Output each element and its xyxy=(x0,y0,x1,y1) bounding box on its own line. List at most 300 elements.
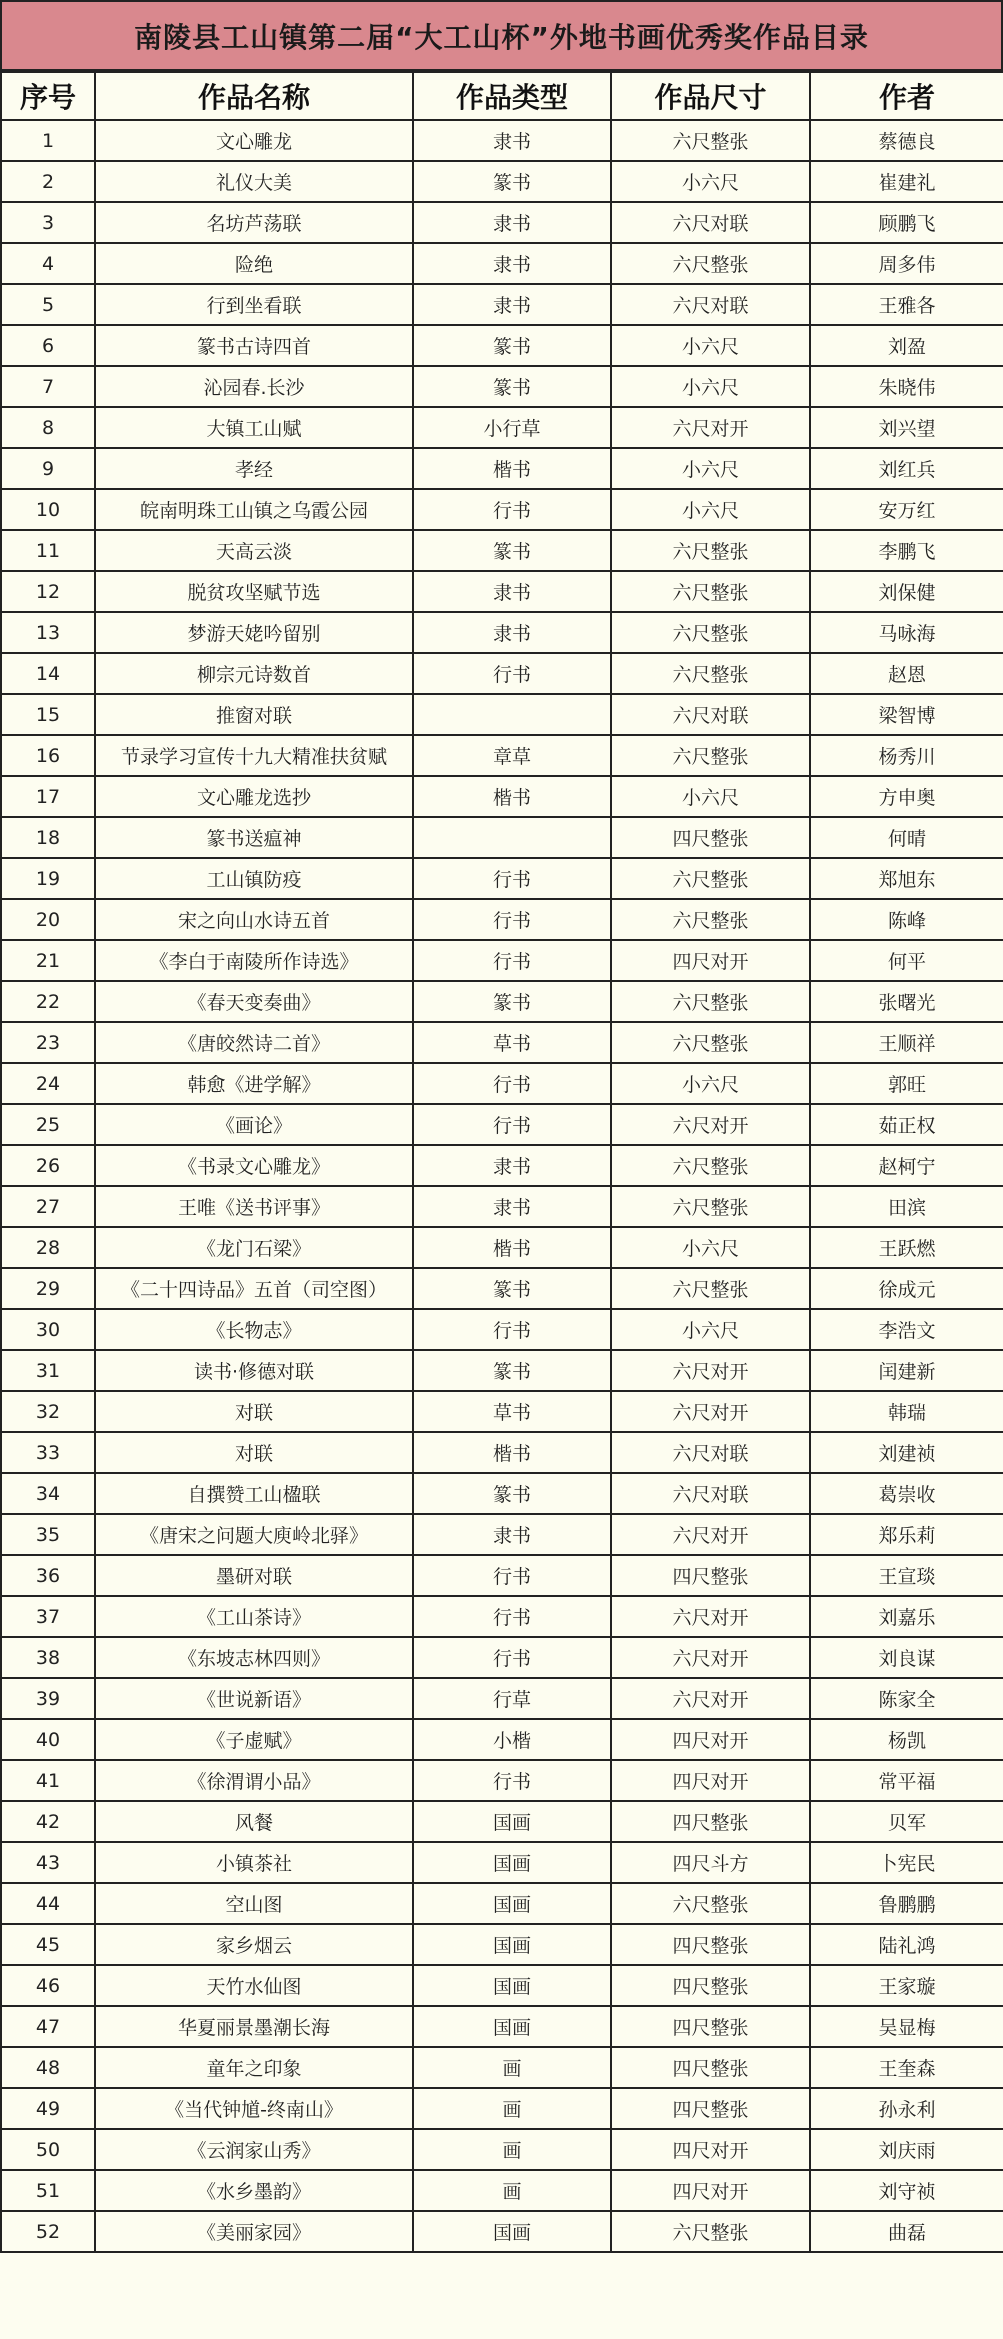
cell-work-name: 墨研对联 xyxy=(95,1555,413,1596)
cell-work-name: 天竹水仙图 xyxy=(95,1965,413,2006)
cell-work-type: 画 xyxy=(413,2170,611,2211)
cell-work-name: 风餐 xyxy=(95,1801,413,1842)
cell-work-type: 篆书 xyxy=(413,981,611,1022)
cell-work-type: 隶书 xyxy=(413,284,611,325)
cell-work-name: 《美丽家园》 xyxy=(95,2211,413,2252)
cell-author: 郑旭东 xyxy=(810,858,1003,899)
cell-work-size: 六尺对联 xyxy=(611,1473,810,1514)
cell-work-name: 险绝 xyxy=(95,243,413,284)
cell-work-type: 行书 xyxy=(413,1104,611,1145)
cell-author: 方申奥 xyxy=(810,776,1003,817)
cell-work-type: 隶书 xyxy=(413,243,611,284)
table-row xyxy=(1,1637,1003,1678)
cell-work-type: 楷书 xyxy=(413,776,611,817)
cell-work-size: 小六尺 xyxy=(611,161,810,202)
cell-work-name: 名坊芦荡联 xyxy=(95,202,413,243)
cell-work-size: 四尺整张 xyxy=(611,2006,810,2047)
cell-number: 30 xyxy=(1,1309,95,1350)
cell-author: 刘红兵 xyxy=(810,448,1003,489)
cell-number: 45 xyxy=(1,1924,95,1965)
cell-work-name: 小镇茶社 xyxy=(95,1842,413,1883)
cell-author: 陆礼鸿 xyxy=(810,1924,1003,1965)
cell-author: 何平 xyxy=(810,940,1003,981)
cell-work-name: 大镇工山赋 xyxy=(95,407,413,448)
cell-work-type: 行书 xyxy=(413,1637,611,1678)
cell-work-type: 行书 xyxy=(413,1309,611,1350)
cell-work-size: 六尺整张 xyxy=(611,243,810,284)
table-row xyxy=(1,981,1003,1022)
header-author: 作者 xyxy=(810,72,1003,120)
cell-work-type: 隶书 xyxy=(413,1514,611,1555)
table-row xyxy=(1,2006,1003,2047)
cell-work-size: 四尺整张 xyxy=(611,817,810,858)
cell-work-size: 六尺整张 xyxy=(611,981,810,1022)
table-row xyxy=(1,407,1003,448)
cell-number: 4 xyxy=(1,243,95,284)
cell-work-name: 《书录文心雕龙》 xyxy=(95,1145,413,1186)
table-row xyxy=(1,530,1003,571)
table-row xyxy=(1,1514,1003,1555)
cell-work-name: 《春天变奏曲》 xyxy=(95,981,413,1022)
cell-author: 安万红 xyxy=(810,489,1003,530)
table-row xyxy=(1,1268,1003,1309)
cell-work-size: 六尺整张 xyxy=(611,735,810,776)
cell-work-name: 《唐皎然诗二首》 xyxy=(95,1022,413,1063)
cell-work-type: 国画 xyxy=(413,1842,611,1883)
cell-work-name: 脱贫攻坚赋节选 xyxy=(95,571,413,612)
cell-work-size: 四尺对开 xyxy=(611,1719,810,1760)
cell-author: 赵柯宁 xyxy=(810,1145,1003,1186)
header-number: 序号 xyxy=(1,72,95,120)
cell-work-name: 篆书古诗四首 xyxy=(95,325,413,366)
table-row xyxy=(1,1924,1003,1965)
cell-work-type xyxy=(413,817,611,858)
cell-work-type: 行书 xyxy=(413,940,611,981)
cell-author: 刘保健 xyxy=(810,571,1003,612)
cell-work-type xyxy=(413,694,611,735)
cell-number: 40 xyxy=(1,1719,95,1760)
cell-work-type: 行书 xyxy=(413,1760,611,1801)
cell-work-size: 六尺对开 xyxy=(611,407,810,448)
cell-work-type: 楷书 xyxy=(413,1227,611,1268)
cell-author: 周多伟 xyxy=(810,243,1003,284)
cell-work-name: 《子虚赋》 xyxy=(95,1719,413,1760)
cell-work-name: 童年之印象 xyxy=(95,2047,413,2088)
cell-number: 51 xyxy=(1,2170,95,2211)
cell-work-name: 皖南明珠工山镇之乌霞公园 xyxy=(95,489,413,530)
cell-work-size: 小六尺 xyxy=(611,366,810,407)
cell-author: 王奎森 xyxy=(810,2047,1003,2088)
cell-author: 崔建礼 xyxy=(810,161,1003,202)
cell-number: 11 xyxy=(1,530,95,571)
cell-work-name: 读书·修德对联 xyxy=(95,1350,413,1391)
cell-author: 吴显梅 xyxy=(810,2006,1003,2047)
cell-number: 36 xyxy=(1,1555,95,1596)
cell-work-size: 六尺整张 xyxy=(611,1186,810,1227)
cell-number: 14 xyxy=(1,653,95,694)
cell-number: 16 xyxy=(1,735,95,776)
cell-author: 葛崇收 xyxy=(810,1473,1003,1514)
cell-work-size: 六尺整张 xyxy=(611,653,810,694)
table-row xyxy=(1,2170,1003,2211)
cell-number: 5 xyxy=(1,284,95,325)
cell-work-size: 六尺对联 xyxy=(611,284,810,325)
cell-work-type: 行书 xyxy=(413,1596,611,1637)
cell-number: 3 xyxy=(1,202,95,243)
cell-work-size: 六尺整张 xyxy=(611,1268,810,1309)
cell-work-name: 自撰赞工山楹联 xyxy=(95,1473,413,1514)
cell-work-name: 《二十四诗品》五首（司空图） xyxy=(95,1268,413,1309)
cell-author: 陈峰 xyxy=(810,899,1003,940)
cell-number: 9 xyxy=(1,448,95,489)
cell-work-name: 梦游天姥吟留别 xyxy=(95,612,413,653)
cell-work-type: 行书 xyxy=(413,899,611,940)
table-row xyxy=(1,1145,1003,1186)
cell-number: 1 xyxy=(1,120,95,161)
cell-work-name: 《李白于南陵所作诗选》 xyxy=(95,940,413,981)
cell-work-name: 韩愈《进学解》 xyxy=(95,1063,413,1104)
table-row xyxy=(1,1760,1003,1801)
cell-work-type: 国画 xyxy=(413,1883,611,1924)
cell-author: 何晴 xyxy=(810,817,1003,858)
cell-work-name: 空山图 xyxy=(95,1883,413,1924)
table-row xyxy=(1,694,1003,735)
title-banner xyxy=(0,0,1003,71)
cell-author: 蔡德良 xyxy=(810,120,1003,161)
cell-author: 刘盈 xyxy=(810,325,1003,366)
cell-work-name: 篆书送瘟神 xyxy=(95,817,413,858)
cell-author: 王顺祥 xyxy=(810,1022,1003,1063)
table-row xyxy=(1,2047,1003,2088)
cell-number: 33 xyxy=(1,1432,95,1473)
table-row xyxy=(1,1883,1003,1924)
cell-work-size: 四尺对开 xyxy=(611,2170,810,2211)
table-row xyxy=(1,120,1003,161)
cell-author: 孙永利 xyxy=(810,2088,1003,2129)
cell-work-type: 行书 xyxy=(413,1063,611,1104)
cell-work-name: 沁园春.长沙 xyxy=(95,366,413,407)
cell-work-size: 四尺对开 xyxy=(611,2129,810,2170)
cell-work-size: 小六尺 xyxy=(611,325,810,366)
cell-author: 刘良谋 xyxy=(810,1637,1003,1678)
cell-author: 王跃燃 xyxy=(810,1227,1003,1268)
cell-work-size: 四尺整张 xyxy=(611,2047,810,2088)
cell-work-type: 篆书 xyxy=(413,325,611,366)
cell-work-size: 六尺对开 xyxy=(611,1514,810,1555)
table-row xyxy=(1,1350,1003,1391)
cell-author: 刘建祯 xyxy=(810,1432,1003,1473)
cell-work-size: 六尺整张 xyxy=(611,899,810,940)
cell-work-type: 隶书 xyxy=(413,1186,611,1227)
cell-work-size: 小六尺 xyxy=(611,448,810,489)
cell-work-type: 隶书 xyxy=(413,571,611,612)
cell-work-name: 天高云淡 xyxy=(95,530,413,571)
table-row xyxy=(1,1555,1003,1596)
cell-number: 8 xyxy=(1,407,95,448)
cell-work-size: 六尺整张 xyxy=(611,612,810,653)
table-row xyxy=(1,284,1003,325)
cell-work-size: 六尺对开 xyxy=(611,1104,810,1145)
cell-work-size: 小六尺 xyxy=(611,1227,810,1268)
cell-author: 韩瑞 xyxy=(810,1391,1003,1432)
header-work-size: 作品尺寸 xyxy=(611,72,810,120)
table-row xyxy=(1,1801,1003,1842)
table-row xyxy=(1,1842,1003,1883)
cell-number: 22 xyxy=(1,981,95,1022)
cell-work-name: 华夏丽景墨潮长海 xyxy=(95,2006,413,2047)
table-row xyxy=(1,653,1003,694)
table-row xyxy=(1,1391,1003,1432)
cell-work-type: 篆书 xyxy=(413,1473,611,1514)
cell-number: 35 xyxy=(1,1514,95,1555)
cell-number: 21 xyxy=(1,940,95,981)
cell-author: 刘嘉乐 xyxy=(810,1596,1003,1637)
cell-work-name: 文心雕龙 xyxy=(95,120,413,161)
cell-number: 52 xyxy=(1,2211,95,2252)
cell-work-size: 六尺对开 xyxy=(611,1596,810,1637)
cell-work-name: 对联 xyxy=(95,1391,413,1432)
page-title: 南陵县工山镇第二届“大工山杯”外地书画优秀奖作品目录 xyxy=(134,20,869,54)
cell-number: 49 xyxy=(1,2088,95,2129)
header-work-name: 作品名称 xyxy=(95,72,413,120)
cell-work-type: 行书 xyxy=(413,1555,611,1596)
cell-number: 37 xyxy=(1,1596,95,1637)
cell-author: 朱晓伟 xyxy=(810,366,1003,407)
cell-author: 李浩文 xyxy=(810,1309,1003,1350)
cell-work-type: 小行草 xyxy=(413,407,611,448)
cell-work-type: 篆书 xyxy=(413,366,611,407)
cell-author: 梁智博 xyxy=(810,694,1003,735)
cell-work-name: 家乡烟云 xyxy=(95,1924,413,1965)
cell-author: 陈家全 xyxy=(810,1678,1003,1719)
cell-author: 赵恩 xyxy=(810,653,1003,694)
cell-work-type: 国画 xyxy=(413,1801,611,1842)
cell-author: 顾鹏飞 xyxy=(810,202,1003,243)
cell-work-type: 篆书 xyxy=(413,1268,611,1309)
cell-number: 34 xyxy=(1,1473,95,1514)
cell-author: 马咏海 xyxy=(810,612,1003,653)
cell-author: 卜宪民 xyxy=(810,1842,1003,1883)
table-body xyxy=(1,120,1003,2252)
cell-work-size: 小六尺 xyxy=(611,1309,810,1350)
cell-work-type: 国画 xyxy=(413,1924,611,1965)
cell-work-size: 六尺整张 xyxy=(611,530,810,571)
cell-number: 18 xyxy=(1,817,95,858)
cell-number: 48 xyxy=(1,2047,95,2088)
cell-author: 鲁鹏鹏 xyxy=(810,1883,1003,1924)
cell-number: 29 xyxy=(1,1268,95,1309)
cell-work-name: 《长物志》 xyxy=(95,1309,413,1350)
cell-number: 23 xyxy=(1,1022,95,1063)
cell-number: 46 xyxy=(1,1965,95,2006)
cell-author: 王宣琰 xyxy=(810,1555,1003,1596)
table-row xyxy=(1,243,1003,284)
cell-author: 刘庆雨 xyxy=(810,2129,1003,2170)
cell-work-size: 六尺对开 xyxy=(611,1637,810,1678)
cell-work-name: 《画论》 xyxy=(95,1104,413,1145)
cell-work-name: 节录学习宣传十九大精准扶贫赋 xyxy=(95,735,413,776)
cell-number: 28 xyxy=(1,1227,95,1268)
cell-work-size: 小六尺 xyxy=(611,489,810,530)
cell-author: 刘守祯 xyxy=(810,2170,1003,2211)
cell-author: 曲磊 xyxy=(810,2211,1003,2252)
cell-work-name: 《徐渭谓小品》 xyxy=(95,1760,413,1801)
cell-work-type: 国画 xyxy=(413,2006,611,2047)
table-row xyxy=(1,1432,1003,1473)
cell-work-size: 四尺整张 xyxy=(611,2088,810,2129)
cell-number: 13 xyxy=(1,612,95,653)
cell-work-type: 隶书 xyxy=(413,202,611,243)
cell-number: 15 xyxy=(1,694,95,735)
cell-number: 32 xyxy=(1,1391,95,1432)
cell-number: 24 xyxy=(1,1063,95,1104)
cell-work-size: 四尺整张 xyxy=(611,1924,810,1965)
cell-work-size: 六尺整张 xyxy=(611,120,810,161)
cell-work-type: 楷书 xyxy=(413,1432,611,1473)
cell-work-type: 草书 xyxy=(413,1391,611,1432)
cell-work-size: 六尺整张 xyxy=(611,571,810,612)
cell-author: 杨凯 xyxy=(810,1719,1003,1760)
cell-work-type: 楷书 xyxy=(413,448,611,489)
cell-work-size: 四尺对开 xyxy=(611,940,810,981)
table-row xyxy=(1,2211,1003,2252)
cell-work-size: 六尺对联 xyxy=(611,202,810,243)
cell-work-size: 六尺整张 xyxy=(611,1022,810,1063)
cell-work-name: 文心雕龙选抄 xyxy=(95,776,413,817)
table-row xyxy=(1,1965,1003,2006)
table-row xyxy=(1,776,1003,817)
cell-work-size: 四尺对开 xyxy=(611,1760,810,1801)
table-row xyxy=(1,1309,1003,1350)
cell-number: 47 xyxy=(1,2006,95,2047)
table-row xyxy=(1,448,1003,489)
table-row xyxy=(1,1596,1003,1637)
cell-work-size: 六尺对开 xyxy=(611,1350,810,1391)
cell-work-size: 四尺整张 xyxy=(611,1965,810,2006)
cell-number: 43 xyxy=(1,1842,95,1883)
cell-number: 27 xyxy=(1,1186,95,1227)
cell-work-type: 隶书 xyxy=(413,612,611,653)
cell-author: 茹正权 xyxy=(810,1104,1003,1145)
cell-work-name: 《云润家山秀》 xyxy=(95,2129,413,2170)
cell-work-name: 孝经 xyxy=(95,448,413,489)
cell-work-type: 隶书 xyxy=(413,1145,611,1186)
table-header xyxy=(1,72,1003,120)
cell-work-name: 《工山茶诗》 xyxy=(95,1596,413,1637)
cell-author: 常平福 xyxy=(810,1760,1003,1801)
cell-work-size: 六尺整张 xyxy=(611,2211,810,2252)
cell-author: 杨秀川 xyxy=(810,735,1003,776)
cell-work-type: 行书 xyxy=(413,653,611,694)
cell-author: 郭旺 xyxy=(810,1063,1003,1104)
cell-number: 6 xyxy=(1,325,95,366)
table-row xyxy=(1,1063,1003,1104)
cell-number: 10 xyxy=(1,489,95,530)
cell-work-name: 《唐宋之问题大庾岭北驿》 xyxy=(95,1514,413,1555)
cell-work-type: 画 xyxy=(413,2088,611,2129)
cell-work-type: 画 xyxy=(413,2047,611,2088)
table-row xyxy=(1,2129,1003,2170)
table-row xyxy=(1,817,1003,858)
cell-number: 31 xyxy=(1,1350,95,1391)
table-row xyxy=(1,735,1003,776)
cell-work-size: 四尺整张 xyxy=(611,1801,810,1842)
table-row xyxy=(1,1473,1003,1514)
cell-number: 12 xyxy=(1,571,95,612)
cell-work-type: 隶书 xyxy=(413,120,611,161)
cell-work-size: 小六尺 xyxy=(611,1063,810,1104)
cell-work-size: 六尺整张 xyxy=(611,1883,810,1924)
cell-work-name: 《当代钟馗-终南山》 xyxy=(95,2088,413,2129)
cell-work-type: 国画 xyxy=(413,1965,611,2006)
cell-work-size: 六尺对联 xyxy=(611,1432,810,1473)
cell-work-type: 篆书 xyxy=(413,1350,611,1391)
cell-author: 李鹏飞 xyxy=(810,530,1003,571)
cell-work-name: 《龙门石梁》 xyxy=(95,1227,413,1268)
cell-number: 7 xyxy=(1,366,95,407)
table-row xyxy=(1,366,1003,407)
cell-work-name: 礼仪大美 xyxy=(95,161,413,202)
cell-work-size: 六尺对联 xyxy=(611,694,810,735)
header-row xyxy=(1,72,1003,120)
cell-work-type: 画 xyxy=(413,2129,611,2170)
cell-author: 刘兴望 xyxy=(810,407,1003,448)
cell-work-type: 草书 xyxy=(413,1022,611,1063)
cell-number: 17 xyxy=(1,776,95,817)
cell-author: 王家璇 xyxy=(810,1965,1003,2006)
table-row xyxy=(1,858,1003,899)
header-work-type: 作品类型 xyxy=(413,72,611,120)
cell-number: 2 xyxy=(1,161,95,202)
cell-number: 44 xyxy=(1,1883,95,1924)
cell-work-name: 《水乡墨韵》 xyxy=(95,2170,413,2211)
cell-number: 19 xyxy=(1,858,95,899)
table-row xyxy=(1,571,1003,612)
table-row xyxy=(1,325,1003,366)
cell-number: 41 xyxy=(1,1760,95,1801)
table-row xyxy=(1,2088,1003,2129)
cell-number: 42 xyxy=(1,1801,95,1842)
table-row xyxy=(1,1678,1003,1719)
cell-work-type: 小楷 xyxy=(413,1719,611,1760)
cell-work-size: 六尺对开 xyxy=(611,1678,810,1719)
cell-work-size: 小六尺 xyxy=(611,776,810,817)
cell-work-name: 《世说新语》 xyxy=(95,1678,413,1719)
cell-work-type: 章草 xyxy=(413,735,611,776)
table-row xyxy=(1,1719,1003,1760)
cell-work-size: 六尺对开 xyxy=(611,1391,810,1432)
table-row xyxy=(1,489,1003,530)
cell-work-size: 四尺斗方 xyxy=(611,1842,810,1883)
table-row xyxy=(1,1227,1003,1268)
table-row xyxy=(1,1186,1003,1227)
cell-author: 王雅各 xyxy=(810,284,1003,325)
cell-work-name: 柳宗元诗数首 xyxy=(95,653,413,694)
cell-author: 闰建新 xyxy=(810,1350,1003,1391)
cell-work-type: 行书 xyxy=(413,858,611,899)
cell-work-size: 六尺整张 xyxy=(611,858,810,899)
cell-work-size: 六尺整张 xyxy=(611,1145,810,1186)
table-row xyxy=(1,1022,1003,1063)
cell-number: 50 xyxy=(1,2129,95,2170)
cell-work-type: 行草 xyxy=(413,1678,611,1719)
cell-author: 张曙光 xyxy=(810,981,1003,1022)
cell-number: 39 xyxy=(1,1678,95,1719)
cell-work-type: 国画 xyxy=(413,2211,611,2252)
cell-work-name: 推窗对联 xyxy=(95,694,413,735)
cell-number: 38 xyxy=(1,1637,95,1678)
cell-number: 20 xyxy=(1,899,95,940)
